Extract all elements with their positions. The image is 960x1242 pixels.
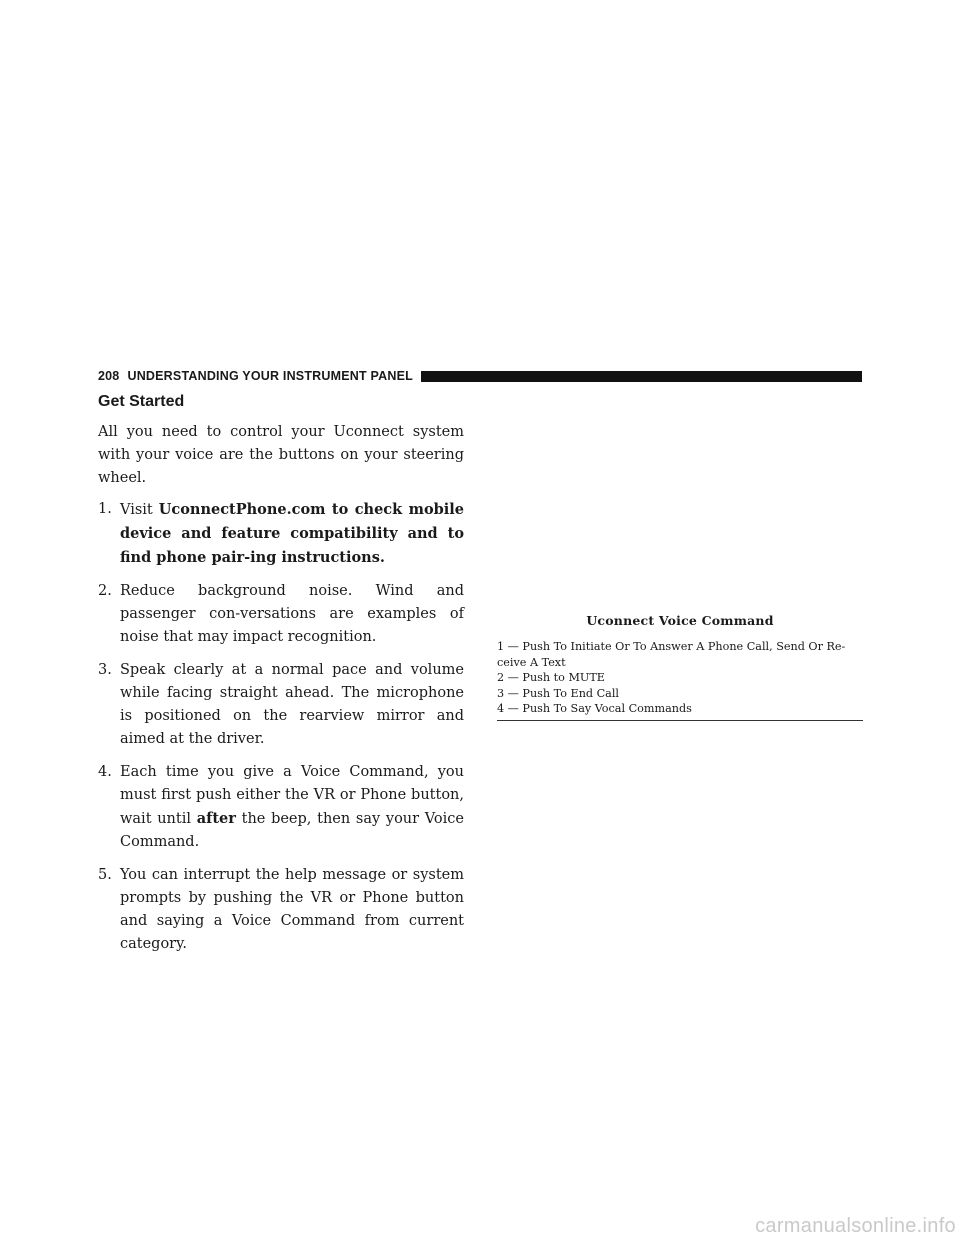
step-item-5 <box>98 864 464 956</box>
left-column <box>98 392 464 966</box>
step-text-link: UconnectPhone.com to check mobile device and feature compatibility and to find phone pair-ing instructions. <box>120 501 465 566</box>
step-number: 5. <box>98 867 112 883</box>
caption-title: Uconnect Voice Command <box>586 613 774 628</box>
figure-image-area <box>497 392 863 600</box>
page-number: 208 <box>98 369 120 383</box>
step-item-1 <box>98 498 464 570</box>
step-text <box>120 498 464 570</box>
step-number: 4. <box>98 764 112 780</box>
caption-item-1: 1 — Push To Initiate Or To Answer A Phone Call, Send Or Re-ceive A Text <box>497 640 846 669</box>
step-number: 2. <box>98 583 112 599</box>
section-title: UNDERSTANDING YOUR INSTRUMENT PANEL <box>127 369 413 383</box>
step-text-suffix: the beep, then say your Voice Command. <box>120 811 464 850</box>
step-number: 3. <box>98 662 112 678</box>
intro-paragraph: All you need to control your Uconnect system with your voice are the buttons on your steering wheel. <box>98 424 464 486</box>
step-text: You can interrupt the help message or system prompts by pushing the VR or Phone button and saying a Voice Command from current category. <box>120 867 464 952</box>
caption-item-2: 2 — Push to MUTE <box>497 671 605 684</box>
section-heading: Get Started <box>98 393 185 410</box>
step-item-4 <box>98 761 464 854</box>
step-text-prefix: Visit <box>120 502 159 518</box>
page-header <box>98 369 862 383</box>
header-rule <box>421 371 862 382</box>
figure-caption <box>497 612 863 721</box>
caption-rule <box>497 720 863 721</box>
step-item-3 <box>98 659 464 751</box>
step-item-2 <box>98 580 464 649</box>
step-text-emphasis: after <box>196 810 236 827</box>
step-text-prefix: Each time you give a Voice Command, you must first push either the VR or Phone button, wait until <box>120 764 464 827</box>
watermark-text: carmanualsonline.info <box>755 1215 956 1237</box>
step-text: Speak clearly at a normal pace and volume while facing straight ahead. The microphone is positioned on the rearview mirror and aimed at the driver. <box>120 662 464 747</box>
steps-list <box>98 498 464 956</box>
caption-item-3: 3 — Push To End Call <box>497 686 620 700</box>
caption-item-4: 4 — Push To Say Vocal Commands <box>497 702 692 715</box>
step-text <box>120 761 464 854</box>
step-number: 1. <box>98 501 112 517</box>
step-text: Reduce background noise. Wind and passenger con-versations are examples of noise that may impact recognition. <box>120 583 464 645</box>
